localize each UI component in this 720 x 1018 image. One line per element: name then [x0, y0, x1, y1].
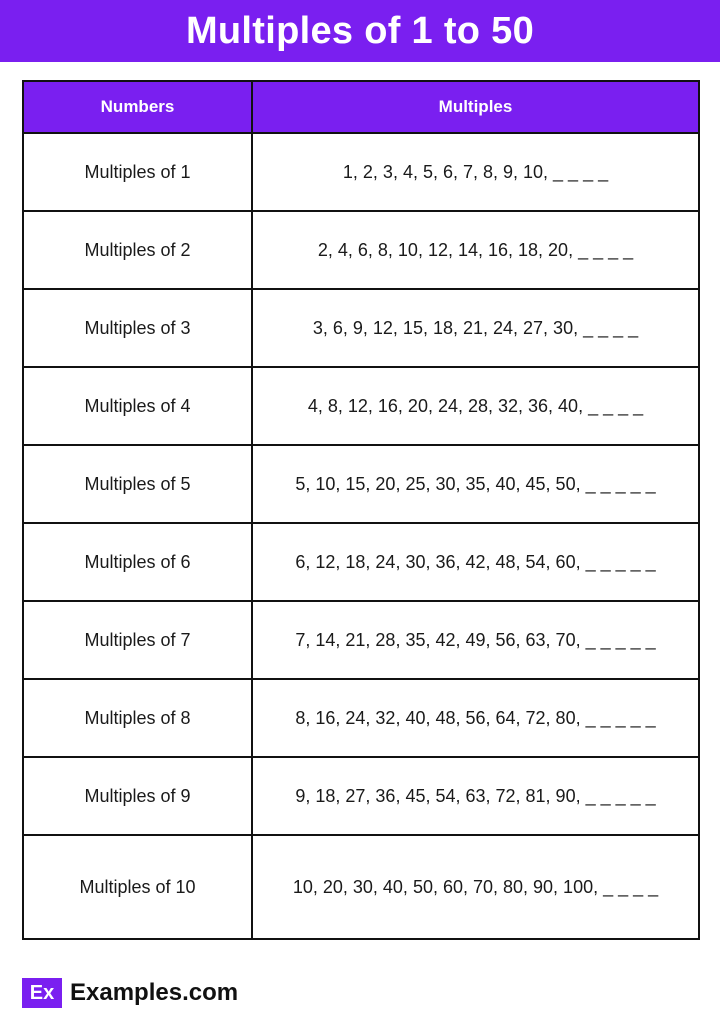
row-number-cell: Multiples of 3: [23, 289, 252, 367]
table-row: [23, 133, 699, 211]
row-number-cell: Multiples of 2: [23, 211, 252, 289]
header-numbers: Numbers: [23, 81, 252, 133]
table-row: [23, 289, 699, 367]
row-multiples-cell: 1, 2, 3, 4, 5, 6, 7, 8, 9, 10, _ _ _ _: [252, 133, 699, 211]
header-multiples: Multiples: [252, 81, 699, 133]
row-multiples-cell: 7, 14, 21, 28, 35, 42, 49, 56, 63, 70, _ _ _ _ _: [252, 601, 699, 679]
row-number-cell: Multiples of 1: [23, 133, 252, 211]
row-number-cell: Multiples of 8: [23, 679, 252, 757]
table-row: [23, 367, 699, 445]
row-multiples-cell: 5, 10, 15, 20, 25, 30, 35, 40, 45, 50, _ _ _ _ _: [252, 445, 699, 523]
table-row: [23, 523, 699, 601]
row-number-cell: Multiples of 9: [23, 757, 252, 835]
row-multiples-cell: 8, 16, 24, 32, 40, 48, 56, 64, 72, 80, _ _ _ _ _: [252, 679, 699, 757]
table-row: [23, 601, 699, 679]
row-multiples-cell: 9, 18, 27, 36, 45, 54, 63, 72, 81, 90, _ _ _ _ _: [252, 757, 699, 835]
table-row: [23, 445, 699, 523]
multiples-table-container: [22, 80, 698, 940]
table-row: [23, 757, 699, 835]
table-header-row: [23, 81, 699, 133]
row-number-cell: Multiples of 10: [23, 835, 252, 939]
multiples-table: [22, 80, 700, 940]
row-multiples-cell: 3, 6, 9, 12, 15, 18, 21, 24, 27, 30, _ _ _ _: [252, 289, 699, 367]
brand-name: Examples.com: [70, 979, 239, 1006]
row-multiples-cell: 6, 12, 18, 24, 30, 36, 42, 48, 54, 60, _ _ _ _ _: [252, 523, 699, 601]
title-banner: [0, 0, 720, 62]
row-multiples-cell: 2, 4, 6, 8, 10, 12, 14, 16, 18, 20, _ _ _ _: [252, 211, 699, 289]
page-title: Multiples of 1 to 50: [185, 9, 535, 52]
row-number-cell: Multiples of 7: [23, 601, 252, 679]
table-row: [23, 835, 699, 939]
brand-footer[interactable]: [22, 978, 238, 1008]
row-number-cell: Multiples of 6: [23, 523, 252, 601]
row-multiples-cell: 10, 20, 30, 40, 50, 60, 70, 80, 90, 100, _ _ _ _: [252, 835, 699, 939]
row-number-cell: Multiples of 4: [23, 367, 252, 445]
table-row: [23, 211, 699, 289]
examples-logo-icon: Ex: [22, 978, 62, 1008]
table-row: [23, 679, 699, 757]
row-number-cell: Multiples of 5: [23, 445, 252, 523]
row-multiples-cell: 4, 8, 12, 16, 20, 24, 28, 32, 36, 40, _ _ _ _: [252, 367, 699, 445]
